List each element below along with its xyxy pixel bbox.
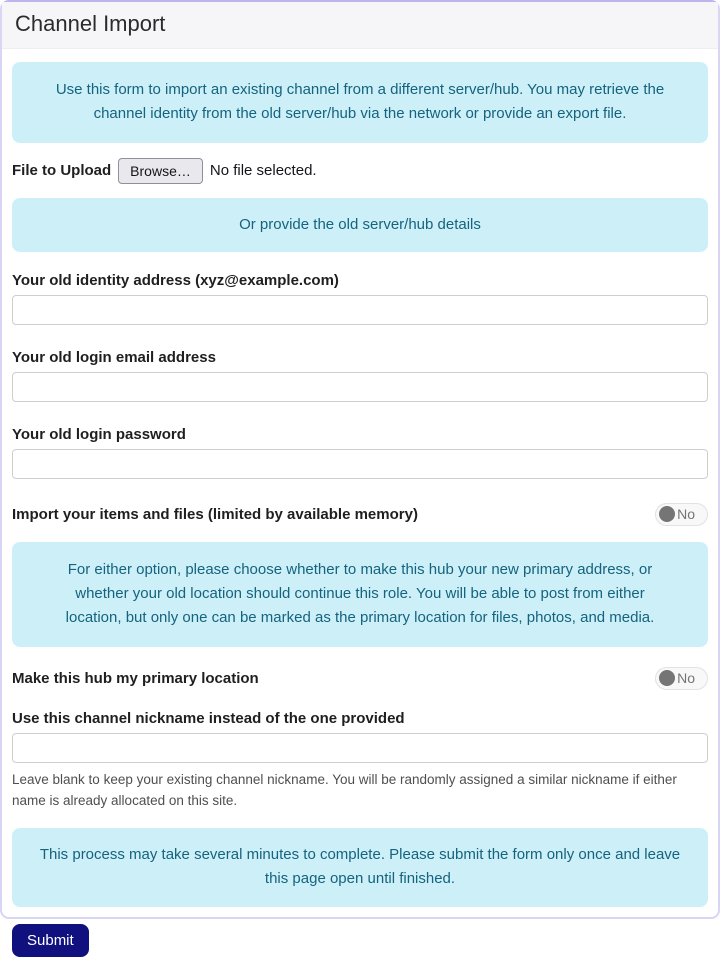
make-primary-toggle[interactable] <box>655 667 708 690</box>
identity-address-label: Your old identity address (xyz@example.com) <box>12 271 339 289</box>
identity-address-input[interactable] <box>12 295 708 325</box>
password-field[interactable] <box>12 449 708 479</box>
file-upload-status: No file selected. <box>209 162 317 180</box>
import-items-toggle[interactable] <box>655 503 708 526</box>
email-group <box>12 349 708 402</box>
import-items-row <box>12 503 708 526</box>
process-time-notice: This process may take several minutes to complete. Please submit the form only once and leave this page open until finished. <box>12 828 708 907</box>
email-field[interactable] <box>12 372 708 402</box>
toggle-knob-icon <box>659 506 675 522</box>
email-label: Your old login email address <box>12 348 216 366</box>
intro-notice: Use this form to import an existing channel from a different server/hub. You may retrieve the channel identity from the old server/hub via the network or provide an export file. <box>12 62 708 143</box>
make-primary-toggle-state: No <box>677 670 695 687</box>
password-group <box>12 426 708 479</box>
identity-address-group <box>12 272 708 325</box>
submit-button[interactable]: Submit <box>12 924 89 957</box>
import-items-toggle-state: No <box>677 506 695 523</box>
toggle-knob-icon <box>659 670 675 686</box>
password-label: Your old login password <box>12 425 186 443</box>
or-details-notice: Or provide the old server/hub details <box>12 198 708 252</box>
make-primary-row <box>12 667 708 690</box>
nickname-input[interactable] <box>12 733 708 763</box>
primary-explain-notice: For either option, please choose whether to make this hub your new primary address, or whether your old location should continue this role. You will be able to post from either location, but only one can be marked as the primary location for files, photos, and media. <box>12 542 708 647</box>
browse-button[interactable]: Browse… <box>118 158 203 184</box>
make-primary-label: Make this hub my primary location <box>12 669 259 687</box>
import-items-label: Import your items and files (limited by available memory) <box>12 505 418 523</box>
file-upload-row <box>12 158 708 184</box>
nickname-group <box>12 710 708 812</box>
nickname-label: Use this channel nickname instead of the one provided <box>12 709 405 727</box>
page-title: Channel Import <box>2 2 718 49</box>
form-body <box>2 49 718 967</box>
nickname-help-text: Leave blank to keep your existing channel nickname. You will be randomly assigned a similar nickname if either name is already allocated on this site. <box>12 771 677 809</box>
file-upload-label: File to Upload <box>12 162 112 180</box>
